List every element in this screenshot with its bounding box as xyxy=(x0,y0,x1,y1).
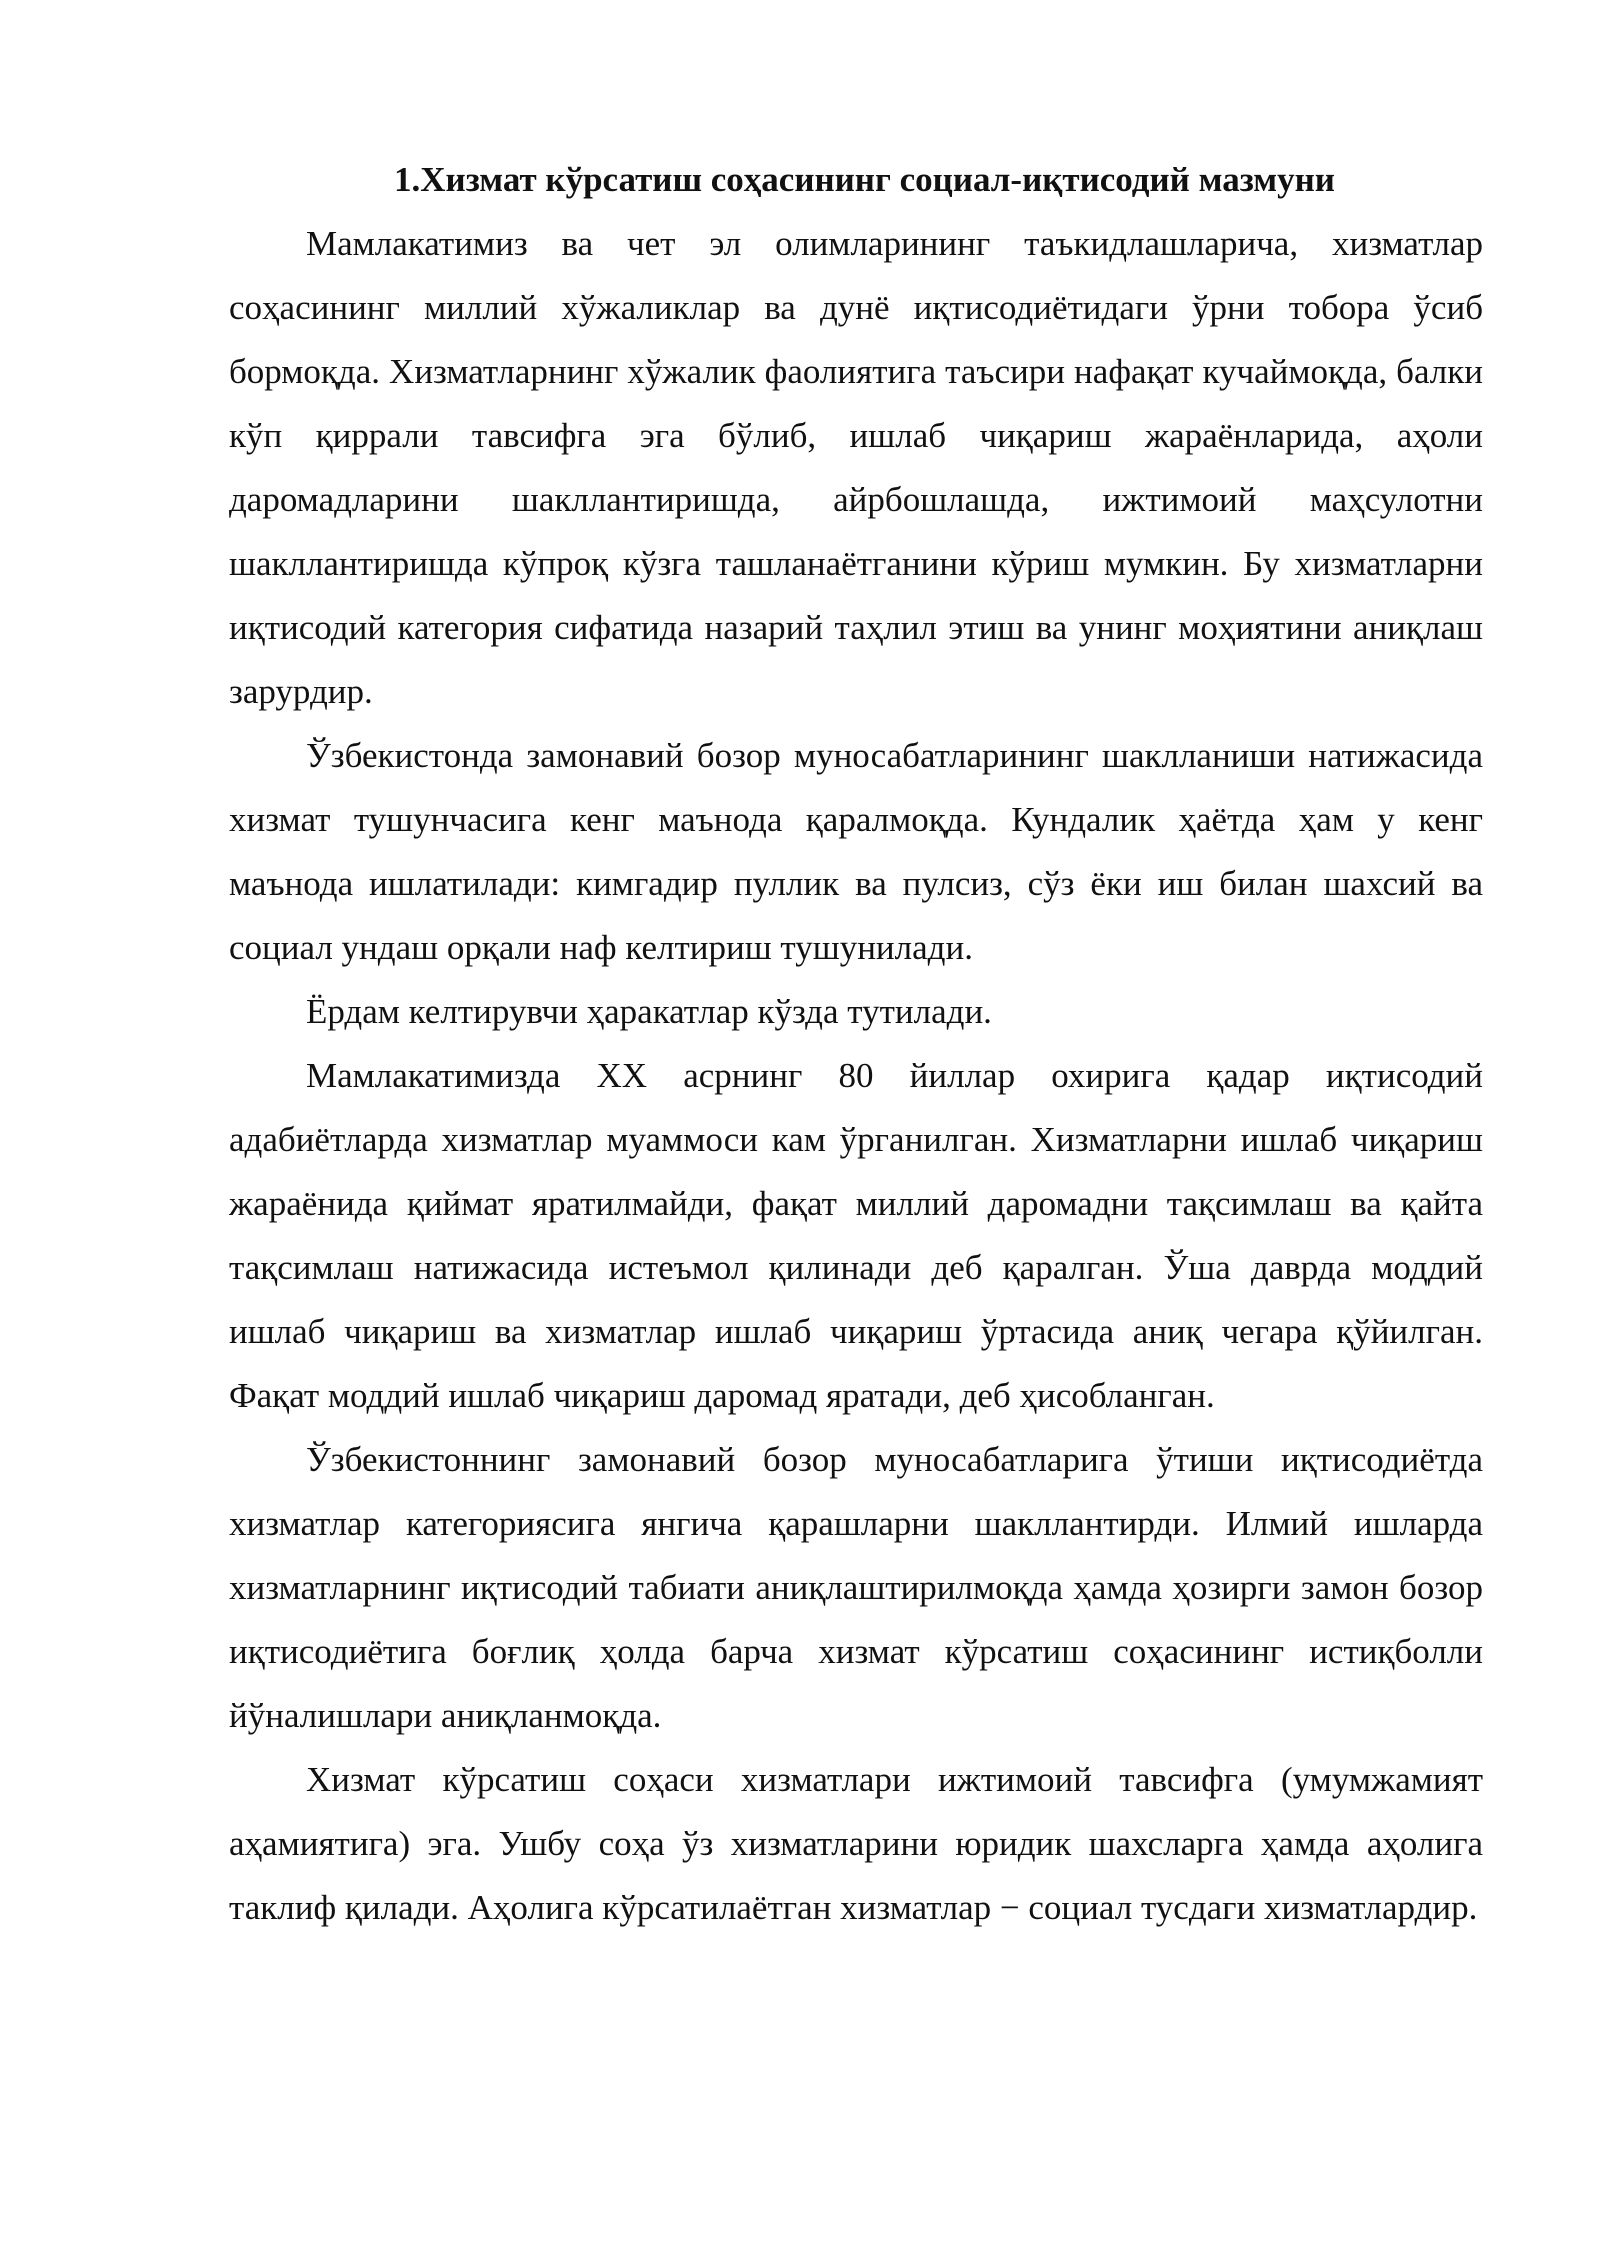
paragraph: Ўзбекистонда замонавий бозор муносабатларининг шаклланиши натижасида хизмат тушунчасига кенг маънода қаралмоқда. Кундалик ҳаётда ҳам у кенг маънода ишлатилади: кимгадир пуллик ва пулсиз, сўз ёки иш билан шахсий ва социал ундаш орқали наф келтириш тушунилади. xyxy=(229,736,1483,967)
document-body xyxy=(229,148,1483,1940)
paragraph: Хизмат кўрсатиш соҳаси хизматлари ижтимоий тавсифга (умумжамият аҳамиятига) эга. Ушбу соҳа ўз хизматларини юридик шахсларга ҳамда аҳолига таклиф қилади. Аҳолига кўрсатилаётган хизматлар − социал тусдаги хизматлардир. xyxy=(229,1760,1483,1927)
section-title: 1.Хизмат кўрсатиш соҳасининг социал-иқтисодий мазмуни xyxy=(394,160,1335,199)
paragraph: Мамлакатимиз ва чет эл олимларининг таъкидлашларича, хизматлар соҳасининг миллий хўжаликлар ва дунё иқтисодиётидаги ўрни тобора ўсиб бормоқда. Хизматларнинг хўжалик фаолиятига таъсири нафақат кучаймоқда, балки кўп қиррали тавсифга эга бўлиб, ишлаб чиқариш жараёнларида, аҳоли даромадларини шакллантиришда, айрбошлашда, ижтимоий маҳсулотни шакллантиришда кўпроқ кўзга ташланаётганини кўриш мумкин. Бу хизматларни иқтисодий категория сифатида назарий таҳлил этиш ва унинг моҳиятини аниқлаш зарурдир. xyxy=(229,224,1483,711)
paragraph: Ёрдам келтирувчи ҳаракатлар кўзда тутилади. xyxy=(306,992,992,1031)
paragraph: Ўзбекистоннинг замонавий бозор муносабатларига ўтиши иқтисодиётда хизматлар категориясига янгича қарашларни шакллантирди. Илмий ишларда хизматларнинг иқтисодий табиати аниқлаштирилмоқда ҳамда ҳозирги замон бозор иқтисодиётига боғлиқ ҳолда барча хизмат кўрсатиш соҳасининг истиқболли йўналишлари аниқланмоқда. xyxy=(229,1440,1483,1735)
paragraph: Мамлакатимизда XX асрнинг 80 йиллар охирига қадар иқтисодий адабиётларда хизматлар муаммоси кам ўрганилган. Хизматларни ишлаб чиқариш жараёнида қиймат яратилмайди, фақат миллий даромадни тақсимлаш ва қайта тақсимлаш натижасида истеъмол қилинади деб қаралган. Ўша даврда моддий ишлаб чиқариш ва хизматлар ишлаб чиқариш ўртасида аниқ чегара қўйилган. Фақат моддий ишлаб чиқариш даромад яратади, деб ҳисобланган. xyxy=(229,1056,1483,1415)
